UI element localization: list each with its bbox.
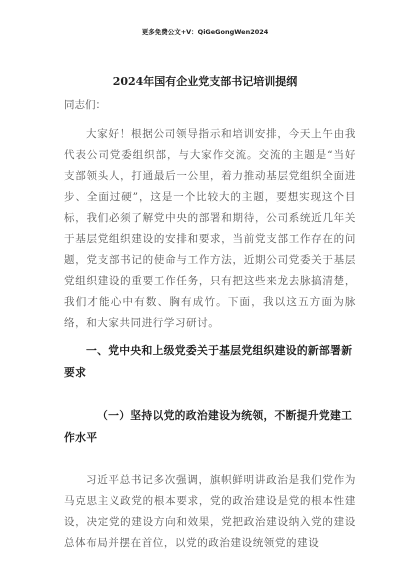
document-title: 2024年国有企业党支部书记培训提纲 [112, 75, 298, 88]
subsection-heading: （一）坚持以党的政治建设为统领，不断提升党建工作水平 [64, 409, 353, 444]
body-paragraph: 习近平总书记多次强调，旗帜鲜明讲政治是我们党作为马克思主义政党的根本要求，党的政治建设是党的根本性建设，决定党的建设方向和效果，党把政治建设纳入党的建设总体布局并摆在首位，以党的政治建设统领党的建设 [64, 474, 356, 549]
watermark-header: 更多免费公文+V：QiGeGongWen2024 [141, 28, 269, 36]
salutation: 同志们： [64, 99, 106, 111]
body-paragraph: 大家好！根据公司领导指示和培训安排，今天上午由我代表公司党委组织部，与大家作交流。交流的主题是“当好支部领头人，打通最后一公里，着力推动基层党组织全面进步、全面过硬”，这是一个比较大的主题，要想实现这个目标，我们必须了解党中央的部署和期待，公司系统近几年关于基层党组织建设的安排和要求，当前党支部工作存在的问题，党支部书记的使命与工作方法，近期公司党委关于基层党组织建设的重要工作任务，只有把这些来龙去脉搞清楚，我们才能心中有数、胸有成竹。下面，我以这五方面为脉络，和大家共同进行学习研讨。 [64, 128, 356, 329]
section-heading: 一、党中央和上级党委关于基层党组织建设的新部署新要求 [64, 344, 353, 379]
